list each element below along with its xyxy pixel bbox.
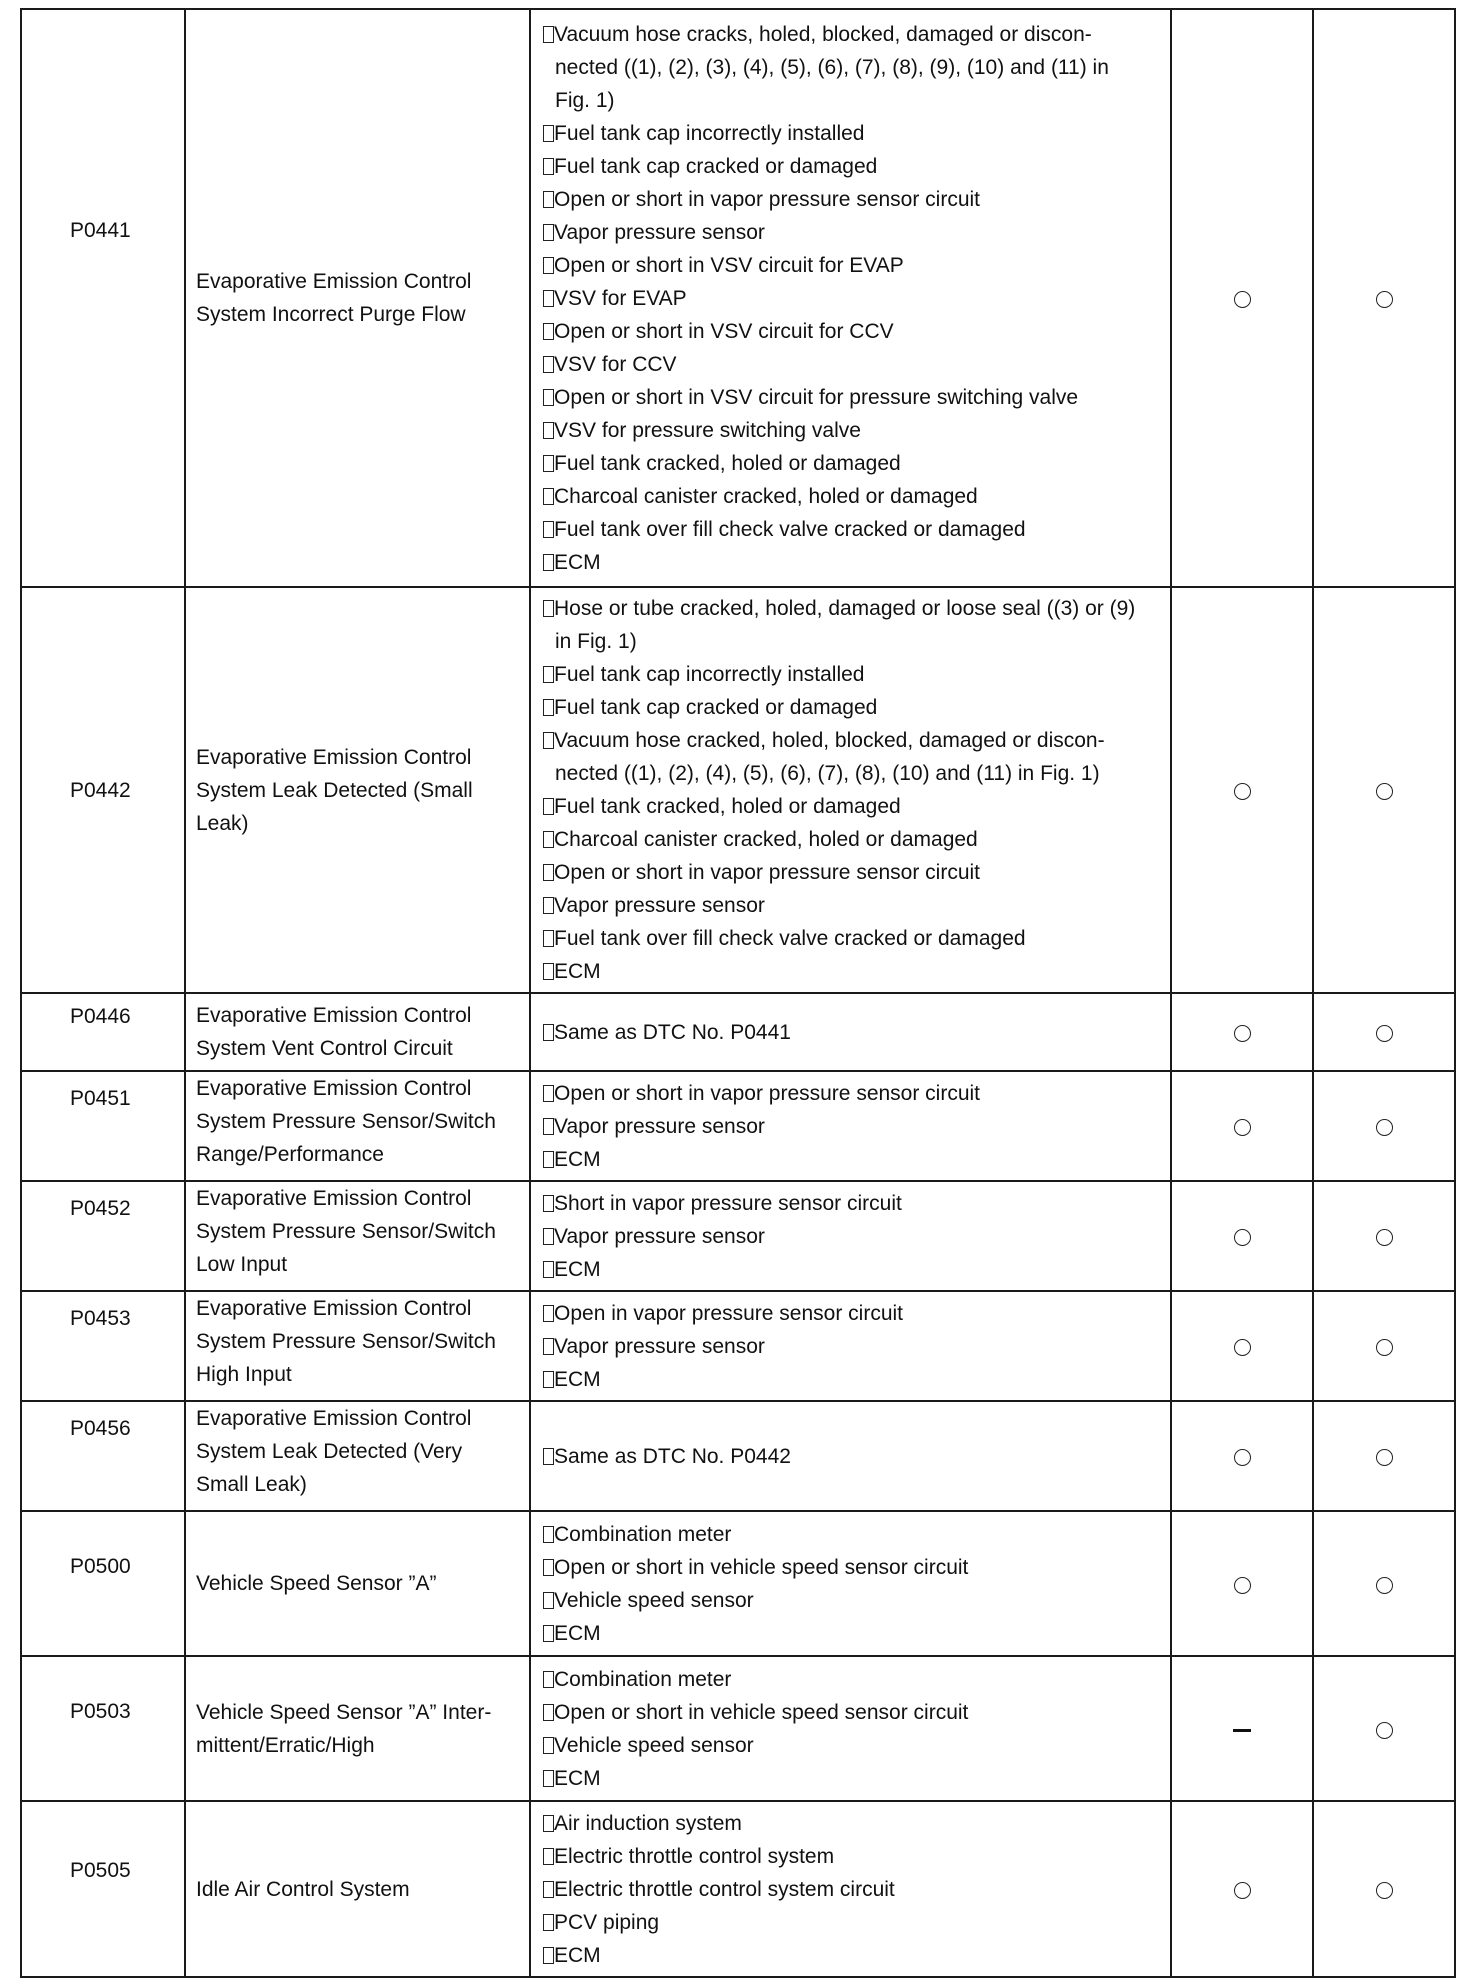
detection-item-cell (185, 9, 530, 587)
trouble-area-item (543, 348, 1160, 381)
trouble-area-item (543, 724, 1160, 790)
trouble-area-item (543, 183, 1160, 216)
detection-item-line: System Vent Control Circuit (196, 1037, 453, 1060)
circle-icon (1234, 291, 1251, 308)
dash-icon (1233, 1729, 1251, 1732)
dtc-table-body (21, 9, 1455, 1977)
trouble-area-item (543, 18, 1160, 117)
circle-icon (1234, 1882, 1251, 1899)
trouble-area-text: Short in vapor pressure sensor circuit (554, 1191, 902, 1215)
trouble-area-text: Combination meter (554, 1522, 732, 1546)
dtc-code-cell (21, 1181, 185, 1291)
detection-item-line: Evaporative Emission Control (196, 1407, 472, 1430)
trouble-area-item (543, 1363, 1160, 1396)
circle-icon (1376, 1449, 1393, 1466)
trouble-area-text: Vehicle speed sensor (554, 1588, 754, 1612)
dtc-code-cell (21, 1656, 185, 1801)
detection-item-line: Small Leak) (196, 1473, 307, 1496)
dtc-code: P0503 (70, 1700, 131, 1723)
trouble-area-item (543, 955, 1160, 988)
trouble-area-text: Charcoal canister cracked, holed or damaged (554, 484, 978, 508)
trouble-area-item (543, 1584, 1160, 1617)
detection-item-line: Evaporative Emission Control (196, 1297, 472, 1320)
detection-item-line: System Pressure Sensor/Switch (196, 1330, 496, 1353)
trouble-area-cell (530, 587, 1171, 993)
trouble-area-text: ECM (554, 550, 601, 574)
circle-icon (1376, 1882, 1393, 1899)
checkbox-bullet-icon (543, 158, 554, 175)
mil-indicator-cell (1171, 1656, 1313, 1801)
circle-icon (1234, 783, 1251, 800)
checkbox-bullet-icon (543, 1371, 554, 1388)
circle-icon (1376, 783, 1393, 800)
checkbox-bullet-icon (543, 1448, 554, 1465)
memory-indicator-cell (1313, 1181, 1455, 1291)
trouble-area-item (543, 1297, 1160, 1330)
trouble-area-item (543, 381, 1160, 414)
checkbox-bullet-icon (543, 1338, 554, 1355)
trouble-area-text: ECM (554, 1943, 601, 1967)
checkbox-bullet-icon (543, 554, 554, 571)
checkbox-bullet-icon (543, 1815, 554, 1832)
circle-icon (1234, 1449, 1251, 1466)
trouble-area-text: ECM (554, 1766, 601, 1790)
trouble-area-text: Fuel tank over fill check valve cracked or damaged (554, 517, 1026, 541)
dtc-code: P0456 (70, 1417, 131, 1440)
dtc-code-cell (21, 1511, 185, 1656)
checkbox-bullet-icon (543, 125, 554, 142)
checkbox-bullet-icon (543, 864, 554, 881)
trouble-area-text: nected ((1), (2), (3), (4), (5), (6), (7), (8), (9), (10) and (11) in (555, 55, 1109, 79)
detection-item-cell (185, 1656, 530, 1801)
trouble-area-item (543, 856, 1160, 889)
checkbox-bullet-icon (543, 732, 554, 749)
table-row (21, 1401, 1455, 1511)
detection-item-line: Evaporative Emission Control (196, 1077, 472, 1100)
circle-icon (1376, 1577, 1393, 1594)
checkbox-bullet-icon (543, 699, 554, 716)
checkbox-bullet-icon (543, 600, 554, 617)
circle-icon (1376, 1339, 1393, 1356)
checkbox-bullet-icon (543, 1024, 554, 1041)
trouble-area-text: Open or short in VSV circuit for EVAP (554, 253, 904, 277)
checkbox-bullet-icon (543, 422, 554, 439)
mil-indicator-cell (1171, 1181, 1313, 1291)
dtc-code-cell (21, 1071, 185, 1181)
detection-item-line: Vehicle Speed Sensor ”A” Inter- (196, 1700, 492, 1724)
checkbox-bullet-icon (543, 389, 554, 406)
checkbox-bullet-icon (543, 1118, 554, 1135)
dtc-code-cell (21, 1801, 185, 1977)
detection-item-line: Evaporative Emission Control (196, 1187, 472, 1210)
mil-indicator-cell (1171, 1401, 1313, 1511)
memory-indicator-cell (1313, 993, 1455, 1071)
checkbox-bullet-icon (543, 1526, 554, 1543)
table-row (21, 1656, 1455, 1801)
trouble-area-text: ECM (554, 1621, 601, 1645)
trouble-area-item (543, 889, 1160, 922)
mil-indicator-cell (1171, 587, 1313, 993)
mil-indicator-cell (1171, 1801, 1313, 1977)
detection-item-line: Low Input (196, 1253, 288, 1276)
trouble-area-item (543, 282, 1160, 315)
trouble-area-item (543, 691, 1160, 724)
trouble-area-text: ECM (554, 1367, 601, 1391)
trouble-area-text: Air induction system (554, 1811, 742, 1835)
trouble-area-item (543, 1440, 1160, 1473)
trouble-area-item (543, 1617, 1160, 1650)
dtc-code-cell (21, 993, 185, 1071)
table-row (21, 1181, 1455, 1291)
detection-item-line: System Pressure Sensor/Switch (196, 1220, 496, 1243)
checkbox-bullet-icon (543, 1261, 554, 1278)
trouble-area-text: PCV piping (554, 1910, 660, 1934)
detection-item-line: System Leak Detected (Small (196, 778, 473, 802)
trouble-area-text: Charcoal canister cracked, holed or damaged (554, 828, 978, 851)
checkbox-bullet-icon (543, 1085, 554, 1102)
checkbox-bullet-icon (543, 1592, 554, 1609)
trouble-area-text: Vacuum hose cracks, holed, blocked, damaged or discon- (554, 22, 1092, 46)
circle-icon (1376, 1229, 1393, 1246)
detection-item-line: System Incorrect Purge Flow (196, 303, 466, 326)
dtc-code: P0500 (70, 1555, 131, 1578)
circle-icon (1234, 1229, 1251, 1246)
trouble-area-item (543, 1187, 1160, 1220)
checkbox-bullet-icon (543, 831, 554, 848)
detection-item-cell (185, 587, 530, 993)
trouble-area-item (543, 1663, 1160, 1696)
checkbox-bullet-icon (543, 1848, 554, 1865)
detection-item-cell (185, 1401, 530, 1511)
trouble-area-text: Fuel tank over fill check valve cracked or damaged (554, 927, 1026, 950)
trouble-area-text: Fuel tank cap cracked or damaged (554, 154, 878, 178)
memory-indicator-cell (1313, 1291, 1455, 1401)
dtc-code: P0453 (70, 1307, 131, 1330)
checkbox-bullet-icon (543, 488, 554, 505)
detection-item-cell (185, 1291, 530, 1401)
checkbox-bullet-icon (543, 1625, 554, 1642)
trouble-area-text: Vacuum hose cracked, holed, blocked, damaged or discon- (554, 729, 1105, 752)
trouble-area-cell (530, 9, 1171, 587)
checkbox-bullet-icon (543, 191, 554, 208)
trouble-area-text: Vapor pressure sensor (554, 1334, 765, 1358)
trouble-area-item (543, 1253, 1160, 1286)
trouble-area-item (543, 1762, 1160, 1795)
trouble-area-item (543, 1016, 1160, 1049)
trouble-area-item (543, 1729, 1160, 1762)
trouble-area-cell (530, 1511, 1171, 1656)
checkbox-bullet-icon (543, 1881, 554, 1898)
detection-item-cell (185, 1071, 530, 1181)
trouble-area-text: ECM (554, 960, 601, 983)
detection-item-line: Leak) (196, 811, 249, 835)
circle-icon (1376, 1722, 1393, 1739)
trouble-area-text: Fuel tank cracked, holed or damaged (554, 451, 901, 475)
checkbox-bullet-icon (543, 1914, 554, 1931)
trouble-area-text: Fuel tank cap incorrectly installed (554, 121, 865, 145)
trouble-area-item (543, 1840, 1160, 1873)
trouble-area-text: Combination meter (554, 1667, 732, 1691)
trouble-area-item (543, 150, 1160, 183)
dtc-code: P0442 (70, 778, 131, 802)
trouble-area-text: VSV for EVAP (554, 286, 687, 310)
checkbox-bullet-icon (543, 290, 554, 307)
trouble-area-text: ECM (554, 1147, 601, 1171)
detection-item-line: Evaporative Emission Control (196, 270, 472, 293)
trouble-area-item (543, 1518, 1160, 1551)
trouble-area-text: VSV for CCV (554, 352, 677, 376)
checkbox-bullet-icon (543, 455, 554, 472)
trouble-area-text: Open or short in VSV circuit for pressure switching valve (554, 385, 1079, 409)
trouble-area-item (543, 1696, 1160, 1729)
checkbox-bullet-icon (543, 356, 554, 373)
detection-item-line: Vehicle Speed Sensor ”A” (196, 1572, 437, 1595)
trouble-area-item (543, 823, 1160, 856)
trouble-area-text: Open or short in vapor pressure sensor circuit (554, 861, 981, 884)
trouble-area-item (543, 1906, 1160, 1939)
trouble-area-cell (530, 1291, 1171, 1401)
trouble-area-item (543, 249, 1160, 282)
trouble-area-item (543, 1939, 1160, 1972)
mil-indicator-cell (1171, 1071, 1313, 1181)
table-row (21, 1071, 1455, 1181)
trouble-area-item (543, 447, 1160, 480)
trouble-area-item (543, 1873, 1160, 1906)
trouble-area-item (543, 480, 1160, 513)
dtc-code: P0452 (70, 1197, 131, 1220)
detection-item-cell (185, 1801, 530, 1977)
trouble-area-text: Vapor pressure sensor (554, 894, 765, 917)
checkbox-bullet-icon (543, 1737, 554, 1754)
trouble-area-item (543, 414, 1160, 447)
detection-item-cell (185, 993, 530, 1071)
checkbox-bullet-icon (543, 1704, 554, 1721)
trouble-area-text: Same as DTC No. P0442 (554, 1444, 791, 1468)
checkbox-bullet-icon (543, 666, 554, 683)
mil-indicator-cell (1171, 993, 1313, 1071)
trouble-area-text: Vapor pressure sensor (554, 1224, 765, 1248)
detection-item-line: Range/Performance (196, 1143, 384, 1166)
trouble-area-item (543, 117, 1160, 150)
trouble-area-item (543, 658, 1160, 691)
trouble-area-text: ECM (554, 1257, 601, 1281)
checkbox-bullet-icon (543, 798, 554, 815)
trouble-area-text: VSV for pressure switching valve (554, 418, 861, 442)
trouble-area-text: Same as DTC No. P0441 (554, 1020, 791, 1044)
trouble-area-text: Electric throttle control system circuit (554, 1877, 895, 1901)
table-row (21, 1801, 1455, 1977)
dtc-code: P0446 (70, 1005, 131, 1028)
trouble-area-cell (530, 993, 1171, 1071)
detection-item-line: mittent/Erratic/High (196, 1733, 375, 1757)
trouble-area-text: Open or short in vehicle speed sensor circuit (554, 1555, 969, 1579)
checkbox-bullet-icon (543, 1947, 554, 1964)
table-row (21, 587, 1455, 993)
memory-indicator-cell (1313, 1656, 1455, 1801)
trouble-area-item (543, 1110, 1160, 1143)
trouble-area-item (543, 1330, 1160, 1363)
checkbox-bullet-icon (543, 897, 554, 914)
trouble-area-item (543, 546, 1160, 579)
checkbox-bullet-icon (543, 323, 554, 340)
trouble-area-text: Fuel tank cracked, holed or damaged (554, 795, 901, 818)
circle-icon (1234, 1025, 1251, 1042)
trouble-area-text: Open in vapor pressure sensor circuit (554, 1301, 903, 1325)
trouble-area-text: Vapor pressure sensor (554, 220, 765, 244)
detection-item-line: High Input (196, 1363, 292, 1386)
mil-indicator-cell (1171, 1291, 1313, 1401)
table-row (21, 9, 1455, 587)
checkbox-bullet-icon (543, 257, 554, 274)
table-row (21, 1291, 1455, 1401)
trouble-area-item (543, 315, 1160, 348)
dtc-code-cell (21, 9, 185, 587)
checkbox-bullet-icon (543, 521, 554, 538)
detection-item-cell (185, 1511, 530, 1656)
detection-item-line: Evaporative Emission Control (196, 745, 472, 769)
trouble-area-cell (530, 1401, 1171, 1511)
dtc-table (20, 8, 1456, 1978)
dtc-code: P0451 (70, 1087, 131, 1110)
trouble-area-item (543, 922, 1160, 955)
trouble-area-item (543, 1807, 1160, 1840)
checkbox-bullet-icon (543, 1228, 554, 1245)
trouble-area-text: Vehicle speed sensor (554, 1733, 754, 1757)
circle-icon (1234, 1339, 1251, 1356)
trouble-area-text: Open or short in vapor pressure sensor circuit (554, 187, 981, 211)
table-row (21, 1511, 1455, 1656)
trouble-area-text: in Fig. 1) (555, 630, 637, 653)
trouble-area-text: Fig. 1) (555, 88, 615, 112)
dtc-code-cell (21, 587, 185, 993)
trouble-area-text: Open or short in vapor pressure sensor circuit (554, 1081, 981, 1105)
trouble-area-text: Open or short in vehicle speed sensor circuit (554, 1700, 969, 1724)
dtc-code-cell (21, 1401, 185, 1511)
memory-indicator-cell (1313, 1801, 1455, 1977)
trouble-area-cell (530, 1801, 1171, 1977)
detection-item-line: Idle Air Control System (196, 1877, 410, 1901)
trouble-area-cell (530, 1656, 1171, 1801)
circle-icon (1376, 291, 1393, 308)
checkbox-bullet-icon (543, 1671, 554, 1688)
detection-item-line: System Pressure Sensor/Switch (196, 1110, 496, 1133)
dtc-code: P0441 (70, 219, 131, 242)
trouble-area-item (543, 790, 1160, 823)
trouble-area-text: Vapor pressure sensor (554, 1114, 765, 1138)
trouble-area-cell (530, 1071, 1171, 1181)
dtc-code-cell (21, 1291, 185, 1401)
circle-icon (1234, 1577, 1251, 1594)
trouble-area-item (543, 1143, 1160, 1176)
trouble-area-item (543, 1077, 1160, 1110)
trouble-area-text: Fuel tank cap cracked or damaged (554, 696, 878, 719)
circle-icon (1376, 1119, 1393, 1136)
memory-indicator-cell (1313, 587, 1455, 993)
checkbox-bullet-icon (543, 1151, 554, 1168)
trouble-area-item (543, 592, 1160, 658)
trouble-area-item (543, 1551, 1160, 1584)
checkbox-bullet-icon (543, 963, 554, 980)
table-row (21, 993, 1455, 1071)
trouble-area-item (543, 513, 1160, 546)
trouble-area-item (543, 1220, 1160, 1253)
trouble-area-text: Electric throttle control system (554, 1844, 835, 1868)
trouble-area-text: Hose or tube cracked, holed, damaged or loose seal ((3) or (9) (554, 597, 1136, 620)
memory-indicator-cell (1313, 1071, 1455, 1181)
mil-indicator-cell (1171, 9, 1313, 587)
trouble-area-item (543, 216, 1160, 249)
trouble-area-text: Open or short in VSV circuit for CCV (554, 319, 894, 343)
dtc-code: P0505 (70, 1859, 131, 1882)
checkbox-bullet-icon (543, 1559, 554, 1576)
checkbox-bullet-icon (543, 1770, 554, 1787)
circle-icon (1376, 1025, 1393, 1042)
checkbox-bullet-icon (543, 1305, 554, 1322)
memory-indicator-cell (1313, 1401, 1455, 1511)
memory-indicator-cell (1313, 1511, 1455, 1656)
checkbox-bullet-icon (543, 1195, 554, 1212)
trouble-area-cell (530, 1181, 1171, 1291)
detection-item-cell (185, 1181, 530, 1291)
mil-indicator-cell (1171, 1511, 1313, 1656)
trouble-area-text: nected ((1), (2), (4), (5), (6), (7), (8), (10) and (11) in Fig. 1) (555, 762, 1100, 785)
detection-item-line: Evaporative Emission Control (196, 1004, 472, 1027)
checkbox-bullet-icon (543, 224, 554, 241)
circle-icon (1234, 1119, 1251, 1136)
checkbox-bullet-icon (543, 930, 554, 947)
checkbox-bullet-icon (543, 26, 554, 43)
detection-item-line: System Leak Detected (Very (196, 1440, 463, 1463)
memory-indicator-cell (1313, 9, 1455, 587)
trouble-area-text: Fuel tank cap incorrectly installed (554, 663, 865, 686)
